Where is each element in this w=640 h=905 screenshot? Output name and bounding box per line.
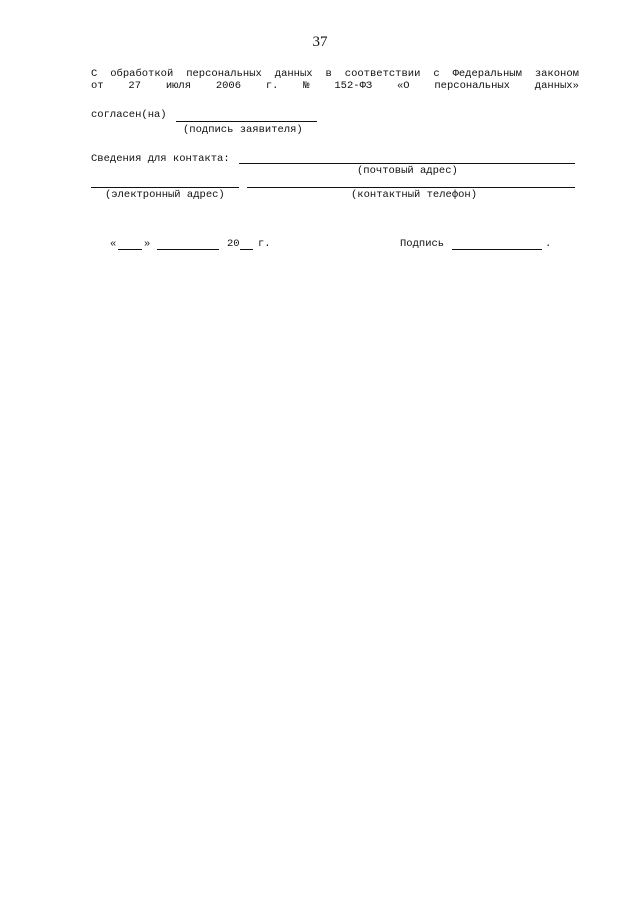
page-number: 37 (312, 34, 328, 50)
word: Федеральным (452, 68, 522, 80)
word: законом (534, 68, 579, 80)
word: персональных (186, 68, 262, 80)
word: с (433, 68, 440, 80)
year-field[interactable] (240, 249, 253, 250)
email-caption: (электронный адрес) (105, 189, 225, 201)
word: 152-ФЗ (334, 80, 373, 92)
word: данных» (534, 80, 579, 92)
word: 27 (128, 80, 142, 92)
signature-field[interactable] (452, 249, 542, 250)
word: данных (274, 68, 313, 80)
year-suffix: г. (258, 238, 271, 250)
signature-label: Подпись (400, 238, 445, 250)
contacts-label: Сведения для контакта: (91, 153, 230, 165)
phone-caption: (контактный телефон) (351, 189, 478, 201)
word: № (303, 80, 310, 92)
phone-field[interactable] (247, 187, 575, 188)
signature-caption: (подпись заявителя) (183, 124, 303, 136)
word: соответствии (344, 68, 421, 80)
quote-close: » (144, 238, 151, 250)
consent-line-1 (91, 68, 579, 80)
word: С (91, 68, 98, 80)
word: г. (265, 80, 279, 92)
postal-address-field[interactable] (239, 163, 575, 164)
word: 2006 (215, 80, 242, 92)
day-field[interactable] (118, 249, 142, 250)
applicant-signature-field[interactable] (176, 121, 317, 122)
word: июля (165, 80, 192, 92)
word: обработкой (110, 68, 174, 80)
end-dot: . (545, 238, 552, 250)
word: от (91, 80, 104, 92)
consent-line-2 (91, 80, 579, 92)
month-field[interactable] (157, 249, 219, 250)
quote-open: « (110, 238, 117, 250)
word: в (325, 68, 332, 80)
word: «О (396, 80, 410, 92)
email-field[interactable] (91, 187, 239, 188)
year-prefix: 20 (227, 238, 240, 250)
postal-caption: (почтовый адрес) (357, 165, 458, 177)
word: персональных (434, 80, 510, 92)
agree-label: согласен(на) (91, 109, 167, 121)
